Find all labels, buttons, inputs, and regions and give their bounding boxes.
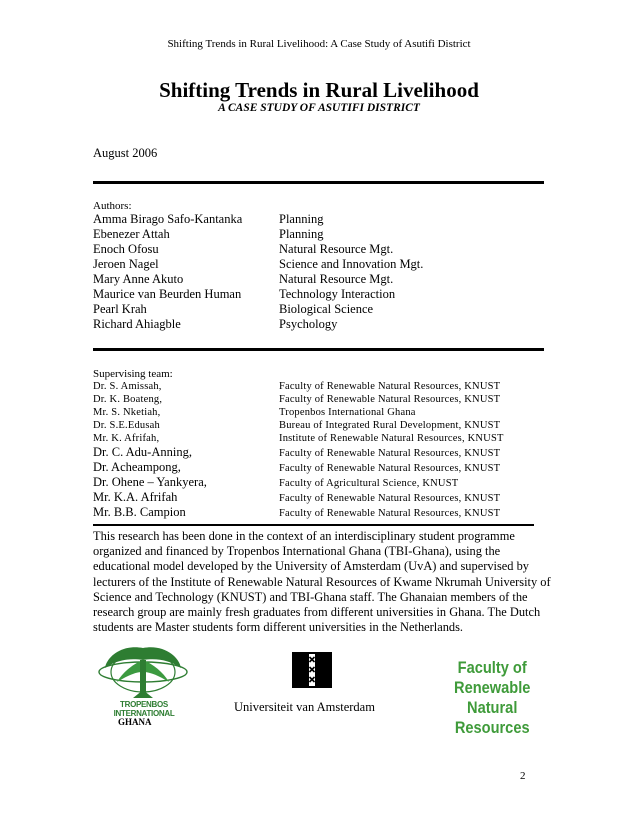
author-row [93, 287, 553, 302]
author-row [93, 212, 553, 227]
uva-caption: Universiteit van Amsterdam [234, 700, 375, 714]
supervisor-name: Mr. B.B. Campion [93, 505, 186, 519]
author-field: Planning [279, 212, 324, 226]
frnr-line-1: Faculty of Renewable [454, 658, 531, 697]
supervisor-affiliation: Faculty of Renewable Natural Resources, KNUST [279, 394, 501, 405]
author-name: Amma Birago Safo-Kantanka [93, 212, 243, 226]
author-name: Mary Anne Akuto [93, 272, 184, 286]
supervisor-row [93, 445, 553, 460]
supervisor-affiliation: Tropenbos International Ghana [279, 407, 416, 418]
tropenbos-logo [93, 638, 193, 728]
authors-label: Authors: [93, 200, 132, 212]
uva-crosses-icon [292, 652, 332, 688]
author-row [93, 317, 553, 332]
supervisor-name: Dr. C. Adu-Anning, [93, 445, 192, 459]
author-field: Technology Interaction [279, 287, 396, 301]
supervisor-row [93, 475, 553, 490]
supervisor-affiliation: Faculty of Renewable Natural Resources, KNUST [279, 508, 501, 519]
supervisor-name: Dr. Ohene – Yankyera, [93, 475, 207, 489]
author-row [93, 257, 553, 272]
divider-rule [93, 348, 544, 351]
supervisors-label: Supervising team: [93, 368, 173, 380]
document-subtitle: A CASE STUDY OF ASUTIFI DISTRICT [218, 102, 420, 114]
author-name: Jeroen Nagel [93, 257, 159, 271]
author-row [93, 302, 553, 317]
frnr-logo [432, 658, 552, 738]
divider-rule [93, 524, 534, 526]
author-name: Richard Ahiagble [93, 317, 181, 331]
supervisor-name: Mr. S. Nketiah, [93, 407, 161, 418]
document-title: Shifting Trends in Rural Livelihood [159, 78, 479, 102]
author-row [93, 227, 553, 242]
author-field: Science and Innovation Mgt. [279, 257, 424, 271]
frnr-line-2: Natural Resources [454, 698, 530, 737]
supervisor-name: Mr. K.A. Afrifah [93, 490, 178, 504]
supervisor-row [93, 393, 553, 406]
page-number: 2 [520, 770, 526, 782]
supervisor-row [93, 505, 553, 520]
author-name: Ebenezer Attah [93, 227, 170, 241]
supervisor-name: Mr. K. Afrifah, [93, 433, 160, 444]
supervisor-name: Dr. S.E.Edusah [93, 420, 160, 431]
running-header: Shifting Trends in Rural Livelihood: A Case Study of Asutifi District [167, 38, 471, 50]
author-name: Maurice van Beurden Human [93, 287, 242, 301]
divider-rule [93, 181, 544, 184]
tropenbos-tree-icon [93, 638, 193, 708]
tropenbos-caption: GHANA [118, 717, 152, 727]
paragraph-text: This research has been done in the context of an interdisciplinary student programme organized and financed by Tropenbos International Ghana (TBI-Ghana), using the educational model developed by the University of Amsterdam (UvA) and supervised by lecturers of the Institute of Renewable Natural Resources of Kwame Nkrumah University of Science and Technology (KNUST) and TBI-Ghana staff. The Ghanaian members of the research group are mainly fresh graduates from different universities in Ghana. The Dutch students are Master students form different universities in the Netherlands. [93, 529, 551, 635]
supervisor-affiliation: Faculty of Renewable Natural Resources, KNUST [279, 448, 501, 459]
supervisor-affiliation: Faculty of Renewable Natural Resources, KNUST [279, 381, 501, 392]
supervisor-affiliation: Faculty of Agricultural Science, KNUST [279, 478, 459, 489]
author-name: Pearl Krah [93, 302, 147, 316]
author-name: Enoch Ofosu [93, 242, 159, 256]
supervisor-row [93, 380, 553, 393]
supervisor-affiliation: Faculty of Renewable Natural Resources, KNUST [279, 493, 501, 504]
supervisor-name: Dr. Acheampong, [93, 460, 181, 474]
author-field: Psychology [279, 317, 338, 331]
author-field: Natural Resource Mgt. [279, 272, 394, 286]
supervisor-row [93, 490, 553, 505]
supervisor-row [93, 432, 553, 445]
supervisor-affiliation: Institute of Renewable Natural Resources, KNUST [279, 433, 504, 444]
author-field: Biological Science [279, 302, 374, 316]
author-row [93, 272, 553, 287]
supervisor-row [93, 460, 553, 475]
supervisor-row [93, 406, 553, 419]
supervisor-name: Dr. K. Boateng, [93, 394, 163, 405]
uva-logo [292, 652, 332, 688]
supervisor-affiliation: Bureau of Integrated Rural Development, KNUST [279, 420, 501, 431]
supervisor-name: Dr. S. Amissah, [93, 381, 162, 392]
author-field: Planning [279, 227, 324, 241]
author-field: Natural Resource Mgt. [279, 242, 394, 256]
author-row [93, 242, 553, 257]
document-date: August 2006 [93, 146, 158, 160]
supervisor-row [93, 419, 553, 432]
supervisor-affiliation: Faculty of Renewable Natural Resources, KNUST [279, 463, 501, 474]
tropenbos-wordmark: TROPENBOS INTERNATIONAL [113, 700, 175, 718]
description-paragraph [93, 529, 553, 635]
